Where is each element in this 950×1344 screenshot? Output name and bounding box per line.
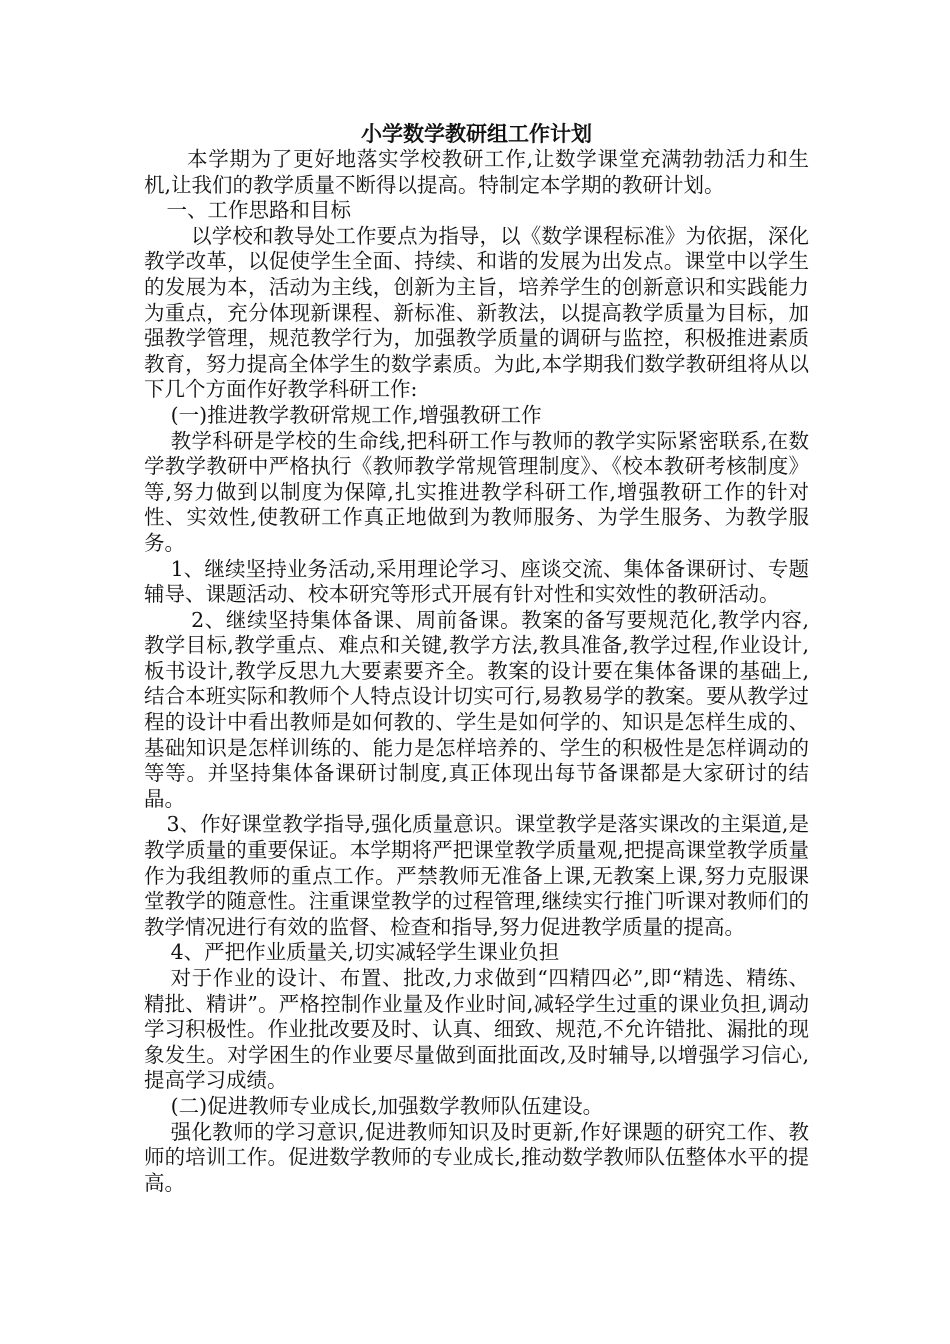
- subsection-heading-2: (二)促进教师专业成长,加强数学教师队伍建设。: [170, 1093, 604, 1118]
- section-heading-1: 一、工作思路和目标: [166, 198, 352, 223]
- teacher-growth-paragraph: 强化教师的学习意识,促进教师知识及时更新,作好课题的研究工作、教师的培训工作。促进数学教师的专业成长,推动数学教师队伍整体水平的提高。: [144, 1119, 809, 1195]
- homework-paragraph: 对于作业的设计、布置、批改,力求做到“四精四必”,即“精选、精练、精批、精讲”。严格控制作业量及作业时间,减轻学生过重的课业负担,调动学习积极性。作业批改要及时、认真、细致、规范,不允许错批、漏批的现象发生。对学困生的作业要尽量做到面批面改,及时辅导,以增强学习信心,提高学习成绩。: [144, 966, 809, 1093]
- goals-paragraph: 以学校和教导处工作要点为指导，以《数学课程标准》为依据，深化教学改革，以促使学生全面、持续、和谐的发展为出发点。课堂中以学生的发展为本，活动为主线，创新为主旨，培养学生的创新意识和实践能力为重点，充分体现新课程、新标准、新教法，以提高教学质量为目标，加强教学管理，规范教学行为，加强教学质量的调研与监控，积极推进素质教育，努力提高全体学生的数学素质。为此,本学期我们数学教研组将从以下几个方面作好教学科研工作:: [144, 223, 809, 402]
- research-paragraph: 教学科研是学校的生命线,把科研工作与教师的教学实际紧密联系,在数学教学教研中严格执行《教师教学常规管理制度》、《校本教研考核制度》等,努力做到以制度为保障,扎实推进教学科研工作,增强教研工作的针对性、实效性,使教研工作真正地做到为教师服务、为学生服务、为教学服务。: [144, 428, 809, 555]
- subsection-heading-1: (一)推进教学教研常规工作,增强教研工作: [170, 402, 542, 427]
- item-1-paragraph: 1、继续坚持业务活动,采用理论学习、座谈交流、集体备课研讨、专题辅导、课题活动、校本研究等形式开展有针对性和实效性的教研活动。: [144, 556, 809, 607]
- item-3-paragraph: 3、作好课堂教学指导,强化质量意识。课堂教学是落实课改的主渠道,是教学质量的重要保证。本学期将严把课堂教学质量观,把提高课堂教学质量作为我组教师的重点工作。严禁教师无准备上课,无教案上课,努力克服课堂教学的随意性。注重课堂教学的过程管理,继续实行推门听课对教师们的教学情况进行有效的监督、检查和指导,努力促进教学质量的提高。: [144, 812, 809, 939]
- intro-paragraph: 本学期为了更好地落实学校教研工作,让数学课堂充满勃勃活力和生机,让我们的教学质量不断得以提高。特制定本学期的教研计划。: [144, 147, 809, 197]
- document-page: [144, 120, 809, 1196]
- item-2-paragraph: 2、继续坚持集体备课、周前备课。教案的备写要规范化,教学内容,教学目标,教学重点、难点和关键,教学方法,教具准备,教学过程,作业设计,板书设计,教学反思九大要素要齐全。教案的设计要在集体备课的基础上,结合本班实际和教师个人特点设计切实可行,易教易学的教案。要从教学过程的设计中看出教师是如何教的、学生是如何学的、知识是怎样生成的、基础知识是怎样训练的、能力是怎样培养的、学生的积极性是怎样调动的等等。并坚持集体备课研讨制度,真正体现出每节备课都是大家研讨的结晶。: [144, 607, 809, 811]
- document-title: 小学数学教研组工作计划: [361, 121, 592, 146]
- item-4-heading: 4、严把作业质量关,切实减轻学生课业负担: [170, 940, 560, 965]
